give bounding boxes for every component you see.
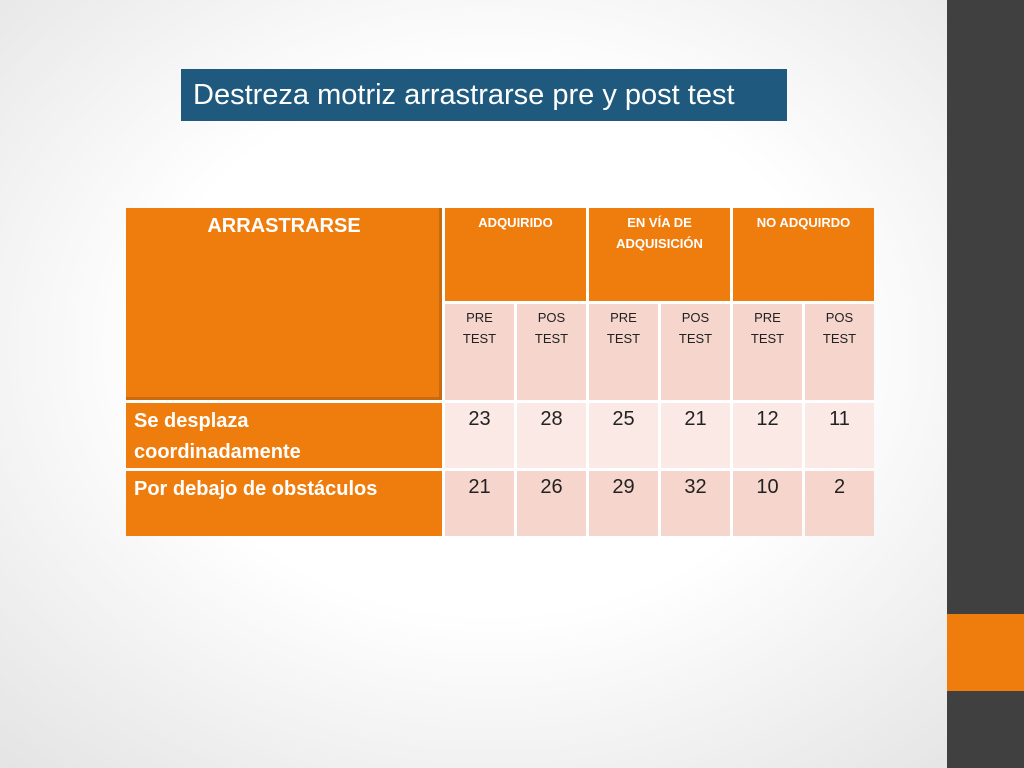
table-cell: 21 <box>661 403 730 468</box>
table-cell: 25 <box>589 403 658 468</box>
subheader-pos-test: POS TEST <box>517 304 586 400</box>
title-box <box>181 69 787 121</box>
table-cell: 21 <box>445 471 514 536</box>
side-accent-block <box>947 614 1024 691</box>
table-cell: 12 <box>733 403 802 468</box>
row-label: Por debajo de obstáculos <box>126 471 442 536</box>
table-cell: 29 <box>589 471 658 536</box>
group-header-adquirido: ADQUIRIDO <box>445 208 586 301</box>
group-header-en-via: EN VÍA DE ADQUISICIÓN <box>589 208 730 301</box>
table-cell: 2 <box>805 471 874 536</box>
table-cell: 32 <box>661 471 730 536</box>
subheader-pre-test: PRE TEST <box>445 304 514 400</box>
table-cell: 28 <box>517 403 586 468</box>
table-cell: 23 <box>445 403 514 468</box>
subheader-pos-test: POS TEST <box>661 304 730 400</box>
corner-header: ARRASTRARSE <box>126 208 442 400</box>
subheader-pre-test: PRE TEST <box>733 304 802 400</box>
row-label: Se desplaza coordinadamente <box>126 403 442 468</box>
subheader-pre-test: PRE TEST <box>589 304 658 400</box>
table-cell: 11 <box>805 403 874 468</box>
subheader-pos-test: POS TEST <box>805 304 874 400</box>
table-cell: 10 <box>733 471 802 536</box>
table-cell: 26 <box>517 471 586 536</box>
group-header-no-adquirido: NO ADQUIRDO <box>733 208 874 301</box>
slide-title: Destreza motriz arrastrarse pre y post test <box>193 78 735 111</box>
